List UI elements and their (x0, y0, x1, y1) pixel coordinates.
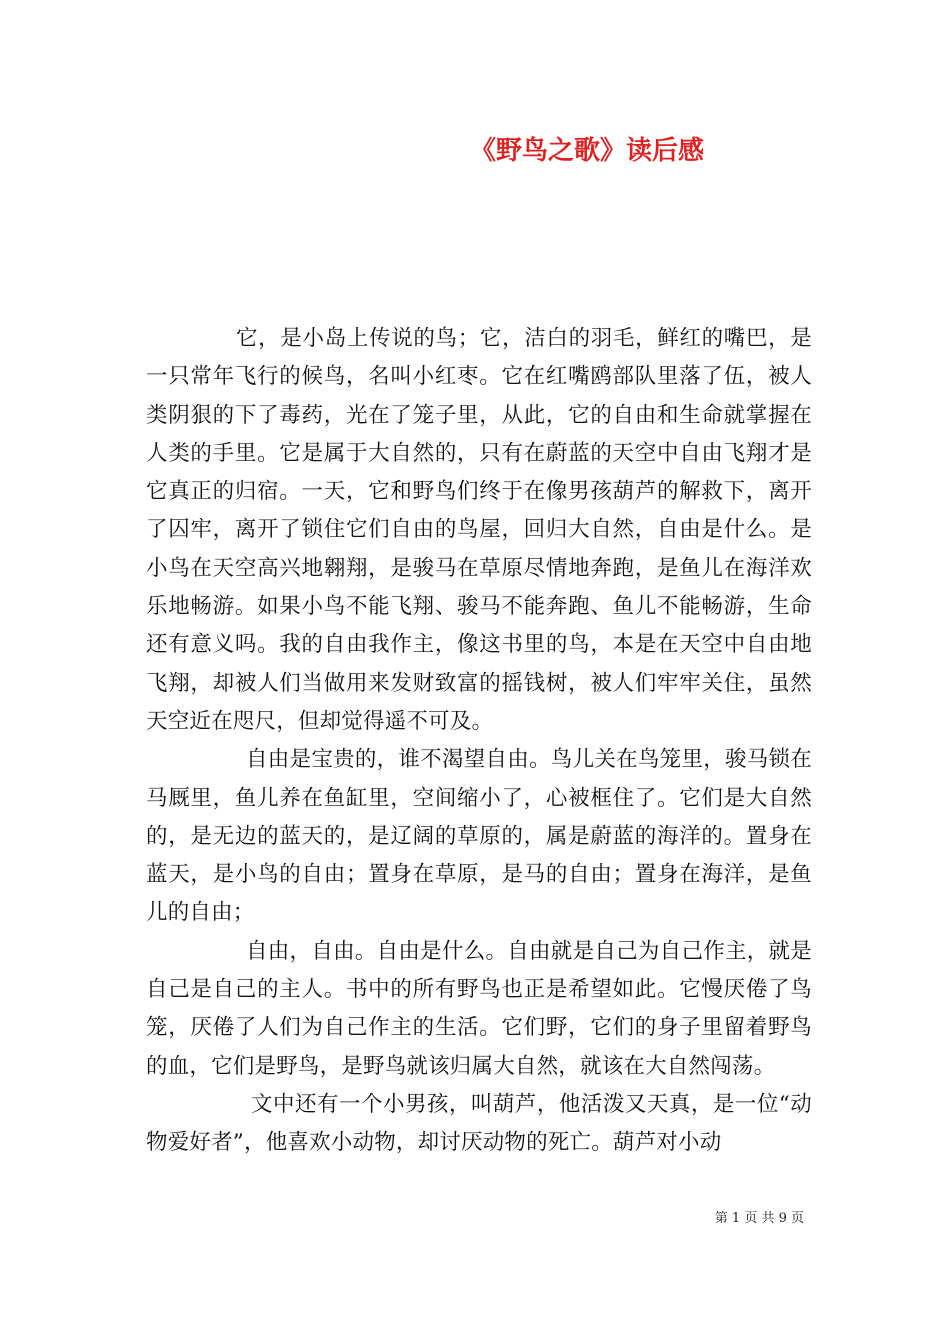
paragraph-2: 自由是宝贵的，谁不渴望自由。鸟儿关在鸟笼里，骏马锁在马厩里，鱼儿养在鱼缸里，空间缩小了，心被框住了。它们是大自然的，是无边的蓝天的，是辽阔的草原的，属是蔚蓝的海洋的。置身在蓝天，是小鸟的自由；置身在草原，是马的自由；置身在海洋，是鱼儿的自由； (146, 747, 812, 926)
paragraph-1: 它，是小岛上传说的鸟；它，洁白的羽毛，鲜红的嘴巴，是一只常年飞行的候鸟，名叫小红枣。它在红嘴鸥部队里落了伍，被人类阴狠的下了毒药，光在了笼子里，从此，它的自由和生命就掌握在人类的手里。它是属于大自然的，只有在蔚蓝的天空中自由飞翔才是它真正的归宿。一天，它和野鸟们终于在像男孩葫芦的解救下，离开了囚牢，离开了锁住它们自由的鸟屋，回归大自然，自由是什么。是小鸟在天空高兴地翱翔，是骏马在草原尽情地奔跑，是鱼儿在海洋欢乐地畅游。如果小鸟不能飞翔、骏马不能奔跑、鱼儿不能畅游，生命还有意义吗。我的自由我作主，像这书里的鸟，本是在天空中自由地飞翔，却被人们当做用来发财致富的摇钱树，被人们牢牢关住，虽然天空近在咫尺，但却觉得遥不可及。 (146, 326, 812, 734)
page-number-footer: 第 1 页 共 9 页 (714, 1211, 804, 1226)
paragraph-4: 文中还有一个小男孩，叫葫芦，他活泼又天真，是一位“动物爱好者”，他喜欢小动物，却讨厌动物的死亡。葫芦对小动 (146, 1091, 812, 1156)
document-body (146, 320, 812, 1163)
document-title: 《野鸟之歌》读后感 (470, 136, 705, 166)
paragraph-3: 自由，自由。自由是什么。自由就是自己为自己作主，就是自己是自己的主人。书中的所有野鸟也正是希望如此。它慢厌倦了鸟笼，厌倦了人们为自己作主的生活。它们野，它们的身子里留着野鸟的血，它们是野鸟，是野鸟就该归属大自然，就该在大自然闯荡。 (146, 938, 812, 1079)
